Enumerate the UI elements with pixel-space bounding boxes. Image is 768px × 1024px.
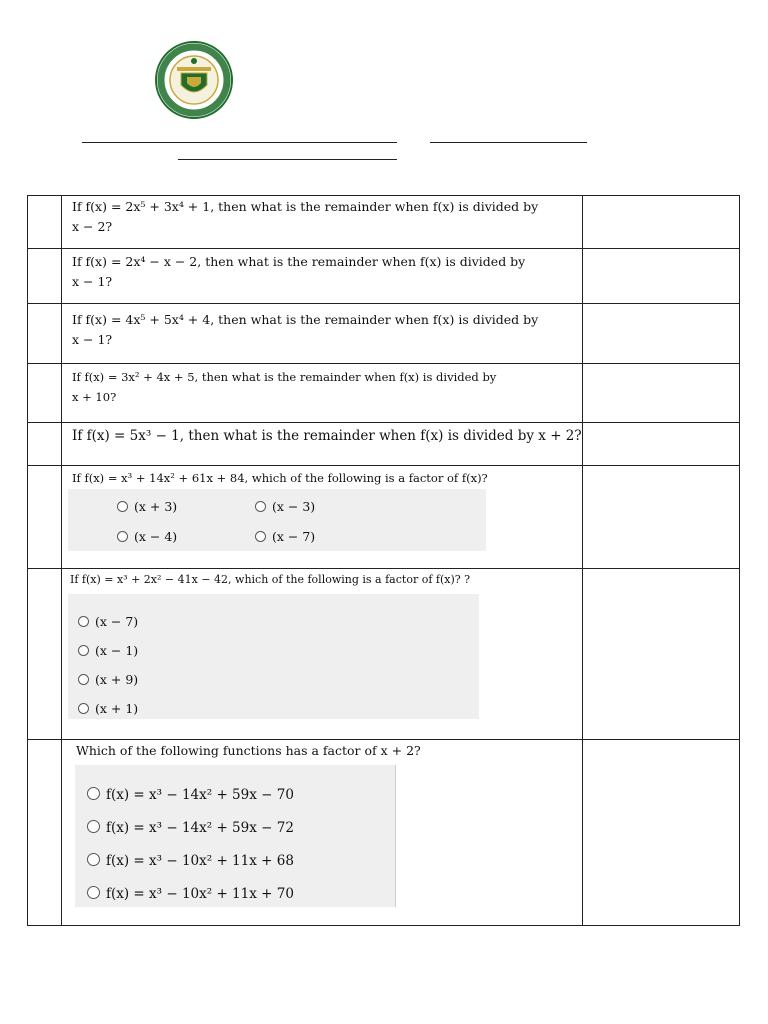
question-text: If f(x) = x³ + 14x² + 61x + 84, which of the following is a factor of f(x)? [72,471,488,485]
table-row [28,196,740,249]
option-c[interactable]: (x + 9) [78,672,138,687]
question-cell [62,304,583,364]
answer-cell[interactable] [583,249,740,304]
options-box [75,765,396,907]
item-number-cell [28,740,62,926]
option-c[interactable]: f(x) = x³ − 10x² + 11x + 68 [87,853,294,869]
radio-icon[interactable] [78,703,89,714]
answer-cell[interactable] [583,466,740,569]
table-row [28,249,740,304]
answer-cell[interactable] [583,304,740,364]
table-row [28,304,740,364]
option-b[interactable]: (x − 1) [78,643,138,658]
item-number-cell [28,569,62,740]
radio-icon[interactable] [117,501,128,512]
option-d[interactable]: (x − 7) [255,529,315,544]
table-row [28,364,740,423]
school-logo [153,41,235,119]
question-cell [62,249,583,304]
item-number-cell [28,249,62,304]
question-text: If f(x) = 5x³ − 1, then what is the remainder when f(x) is divided by x + 2? [72,428,582,444]
options-box [68,489,486,551]
option-c[interactable]: (x − 4) [117,529,177,544]
item-number-cell [28,196,62,249]
name-blank-line[interactable] [82,142,397,143]
question-text: If f(x) = 3x² + 4x + 5, then what is the remainder when f(x) is divided by x + 10? [72,370,497,404]
answer-cell[interactable] [583,364,740,423]
item-number-cell [28,304,62,364]
radio-icon[interactable] [117,531,128,542]
radio-icon[interactable] [255,501,266,512]
option-d[interactable]: f(x) = x³ − 10x² + 11x + 70 [87,886,294,902]
radio-icon[interactable] [78,645,89,656]
table-row [28,740,740,926]
answer-cell[interactable] [583,196,740,249]
radio-icon[interactable] [78,674,89,685]
table-row [28,423,740,466]
radio-icon[interactable] [87,853,100,866]
option-b[interactable]: (x − 3) [255,499,315,514]
radio-icon[interactable] [78,616,89,627]
answer-cell[interactable] [583,569,740,740]
question-cell [62,740,583,926]
option-b[interactable]: f(x) = x³ − 14x² + 59x − 72 [87,820,294,836]
radio-icon[interactable] [255,531,266,542]
option-a[interactable]: (x + 3) [117,499,177,514]
question-text: Which of the following functions has a factor of x + 2? [76,743,421,758]
section-blank-line[interactable] [178,159,397,160]
date-blank-line[interactable] [430,142,587,143]
question-cell [62,466,583,569]
option-a[interactable]: (x − 7) [78,614,138,629]
option-d[interactable]: (x + 1) [78,701,138,716]
question-cell [62,196,583,249]
answer-cell[interactable] [583,423,740,466]
item-number-cell [28,466,62,569]
question-table [27,195,740,926]
item-number-cell [28,364,62,423]
question-text: If f(x) = x³ + 2x² − 41x − 42, which of the following is a factor of f(x)? ? [70,573,471,586]
question-cell [62,569,583,740]
question-cell [62,423,583,466]
question-text: If f(x) = 2x⁵ + 3x⁴ + 1, then what is the remainder when f(x) is divided by x − 2? [72,199,539,234]
radio-icon[interactable] [87,787,100,800]
question-cell [62,364,583,423]
radio-icon[interactable] [87,820,100,833]
table-row [28,569,740,740]
options-box [68,594,479,719]
question-text: If f(x) = 4x⁵ + 5x⁴ + 4, then what is the remainder when f(x) is divided by x − 1? [72,312,539,347]
item-number-cell [28,423,62,466]
question-text: If f(x) = 2x⁴ − x − 2, then what is the remainder when f(x) is divided by x − 1? [72,254,526,289]
table-row [28,466,740,569]
answer-cell[interactable] [583,740,740,926]
option-a[interactable]: f(x) = x³ − 14x² + 59x − 70 [87,787,294,803]
radio-icon[interactable] [87,886,100,899]
